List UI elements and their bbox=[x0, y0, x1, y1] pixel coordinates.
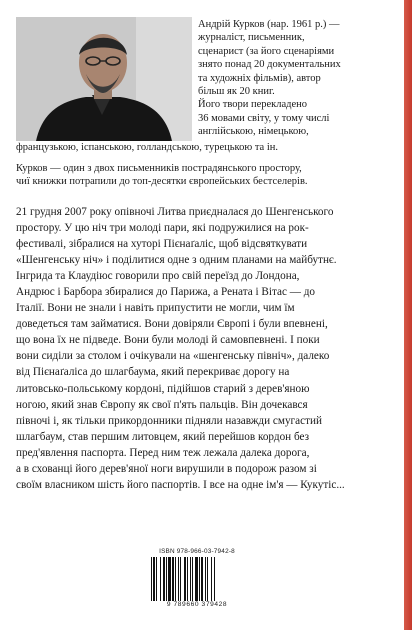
synopsis-line: литовсько-польському кордоні, підійшов старий з дерев'яною bbox=[16, 382, 310, 395]
barcode-bar bbox=[211, 557, 212, 601]
synopsis-line: ногою, який знав Європу як свої п'ять пальців. Він дочекався bbox=[16, 398, 308, 411]
barcode-bar bbox=[190, 557, 191, 601]
synopsis-line: що вона їх не підведе. Вони були молоді й самовпевнені. І поки bbox=[16, 334, 320, 347]
synopsis-line: 21 грудня 2007 року опівночі Литва приєдналася до Шенгенського bbox=[16, 206, 334, 218]
book-synopsis bbox=[16, 204, 398, 493]
bio-line: та художніх фільмів), автор bbox=[198, 72, 321, 84]
synopsis-line: «Шенгенську ніч» і поділитися одне з одним планами на майбутнє. bbox=[16, 254, 337, 267]
barcode-bar bbox=[195, 557, 198, 601]
barcode-bar bbox=[156, 557, 157, 601]
barcode-bar bbox=[166, 557, 167, 601]
barcode-bar bbox=[160, 557, 161, 601]
bio-line: англійською, німецькою, bbox=[198, 126, 309, 138]
barcode-bar bbox=[151, 557, 152, 601]
bio-line: більш як 20 книг. bbox=[198, 86, 275, 98]
barcode-number: 9 789660 379428 bbox=[166, 601, 228, 608]
bio-line: 36 мовами світу, у тому числі bbox=[198, 112, 330, 124]
barcode-bar bbox=[187, 557, 188, 601]
synopsis-line: півночі і, як тільки прикордонники підняли назавжди смугастий bbox=[16, 414, 322, 427]
barcode-bar bbox=[201, 557, 203, 601]
cover-red-edge bbox=[404, 0, 412, 630]
synopsis-line: пред'явлення паспорта. Перед ним теж лежала далека дорога, bbox=[16, 446, 310, 459]
barcode-bar bbox=[180, 557, 181, 601]
synopsis-line: від Пієнаґаліса до шлагбаума, який перекриває дорогу на bbox=[16, 366, 290, 379]
isbn-barcode bbox=[149, 548, 245, 610]
bio-line: французькою, іспанською, голландською, турецькою та ін. bbox=[16, 142, 278, 153]
synopsis-line: шлагбаум, став першим литовцем, який перейшов кордон без bbox=[16, 430, 310, 443]
barcode-bar bbox=[192, 557, 193, 601]
isbn-label: ISBN 978-966-03-7942-8 bbox=[159, 548, 235, 555]
barcode-bar bbox=[184, 557, 186, 601]
author-bio-continuation bbox=[16, 141, 398, 154]
barcode-bar bbox=[207, 557, 208, 601]
synopsis-line: вони сиділи за столом і очікували на «шенгенську північ», далеко bbox=[16, 350, 330, 363]
barcode-bar bbox=[205, 557, 206, 601]
synopsis-line: своїм власником шість його паспортів. І все на одне ім'я — Кукутіс... bbox=[16, 478, 345, 491]
synopsis-line: фестивалі, зібралися на хуторі Пієнаґаліс, щоб відсвяткувати bbox=[16, 238, 308, 251]
barcode-bar bbox=[172, 557, 174, 601]
bio-line: Андрій Курков (нар. 1961 р.) — bbox=[198, 19, 340, 30]
synopsis-line: Інгрида та Клаудіюс говорили про свій переїзд до Лондона, bbox=[16, 270, 300, 283]
barcode-bar bbox=[199, 557, 200, 601]
barcode-bar bbox=[178, 557, 179, 601]
synopsis-line: Італії. Вони не знали і навіть припустити не могли, чим їм bbox=[16, 302, 295, 315]
barcode-bar bbox=[214, 557, 215, 601]
barcode-bar bbox=[168, 557, 171, 601]
author-bestseller-note bbox=[16, 162, 398, 189]
synopsis-line: Андрюс і Барбора збиралися до Парижа, а Рената і Вітас — до bbox=[16, 286, 315, 299]
synopsis-line: доведеться там займатися. Вони довіряли Європі і були впевнені, bbox=[16, 318, 328, 331]
author-photo bbox=[16, 17, 192, 141]
bio-line: Його твори перекладено bbox=[198, 99, 308, 111]
barcode-bar bbox=[153, 557, 155, 601]
barcode-bars bbox=[149, 557, 245, 601]
bio-line: знято понад 20 документальних bbox=[198, 59, 341, 71]
bio-line: чиї книжки потрапили до топ-десятки європейських бестселерів. bbox=[16, 176, 308, 188]
synopsis-line: а в схованці його дерев'яної ноги вирушили в подорож разом зі bbox=[16, 462, 317, 475]
bio-line: Курков — один з двох письменників пострадянського простору, bbox=[16, 163, 302, 174]
bio-line: журналіст, письменник, bbox=[198, 32, 305, 44]
synopsis-line: простору. У цю ніч три молоді пари, які подружилися на рок- bbox=[16, 222, 309, 235]
author-bio-right bbox=[198, 18, 398, 139]
barcode-bar bbox=[175, 557, 176, 601]
bio-line: сценарист (за його сценаріями bbox=[198, 45, 335, 57]
barcode-bar bbox=[163, 557, 165, 601]
